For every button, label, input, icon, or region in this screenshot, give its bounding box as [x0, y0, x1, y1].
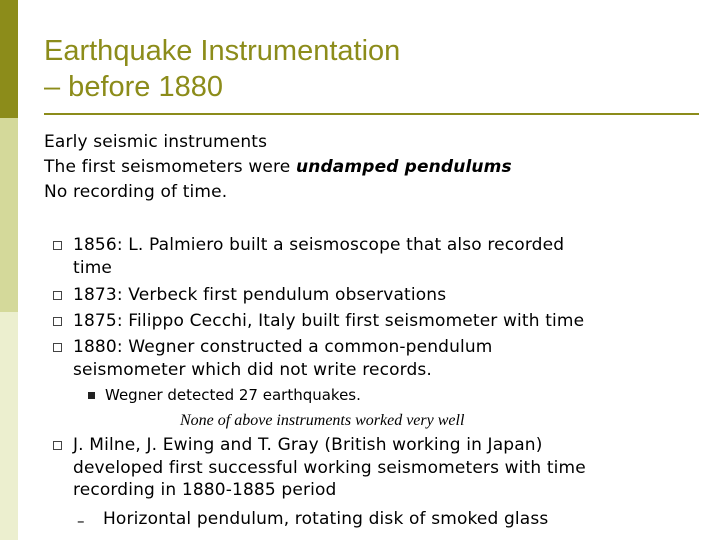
intro-text	[44, 130, 694, 205]
slide-title	[44, 33, 684, 105]
bullet-milne-line-2: developed first successful working seismometers with time	[73, 457, 586, 478]
intro-line-2-prefix: The first seismometers were	[44, 157, 296, 177]
bullet-1880-line-2: seismometer which did not write records.	[73, 359, 432, 380]
intro-line-3: No recording of time.	[44, 182, 228, 202]
bullet-1880-line-1: 1880: Wegner constructed a common-pendulum	[73, 337, 493, 357]
bullet-1880	[73, 336, 493, 381]
bullet-marker	[53, 441, 62, 450]
dash-item-horizontal-pendulum: Horizontal pendulum, rotating disk of smoked glass	[103, 509, 549, 529]
bullet-1873-line-1: 1873: Verbeck first pendulum observations	[73, 285, 447, 305]
sidebar-bottom-block	[0, 312, 18, 540]
intro-emphasis: undamped pendulums	[295, 157, 512, 177]
sidebar-middle-block	[0, 118, 18, 312]
sub-bullet-marker	[88, 392, 95, 399]
sub-bullet-wegner: Wegner detected 27 earthquakes.	[105, 386, 361, 404]
slide-title-line-1: Earthquake Instrumentation	[44, 35, 401, 67]
intro-line-2	[44, 155, 694, 180]
bullet-milne-line-1: J. Milne, J. Ewing and T. Gray (British working in Japan)	[73, 435, 543, 455]
bullet-marker	[53, 317, 62, 326]
sidebar-accent-bar	[0, 0, 18, 540]
italic-note: None of above instruments worked very well	[180, 412, 465, 429]
intro-line-1: Early seismic instruments	[44, 132, 268, 152]
bullet-1875-line-1: 1875: Filippo Cecchi, Italy built first seismometer with time	[73, 311, 585, 331]
title-divider	[44, 113, 699, 115]
bullet-1856	[73, 234, 564, 279]
sidebar-top-block	[0, 0, 18, 118]
bullet-marker	[53, 241, 62, 250]
slide-title-line-2: – before 1880	[44, 71, 223, 103]
dash-marker: –	[77, 512, 85, 530]
bullet-milne	[73, 434, 586, 502]
bullet-1856-line-1: 1856: L. Palmiero built a seismoscope that also recorded	[73, 235, 565, 255]
bullet-marker	[53, 291, 62, 300]
bullet-milne-line-3: recording in 1880-1885 period	[73, 480, 337, 500]
bullet-1875	[73, 310, 584, 333]
bullet-1873	[73, 284, 446, 307]
bullet-1856-line-2: time	[73, 257, 113, 278]
bullet-marker	[53, 343, 62, 352]
